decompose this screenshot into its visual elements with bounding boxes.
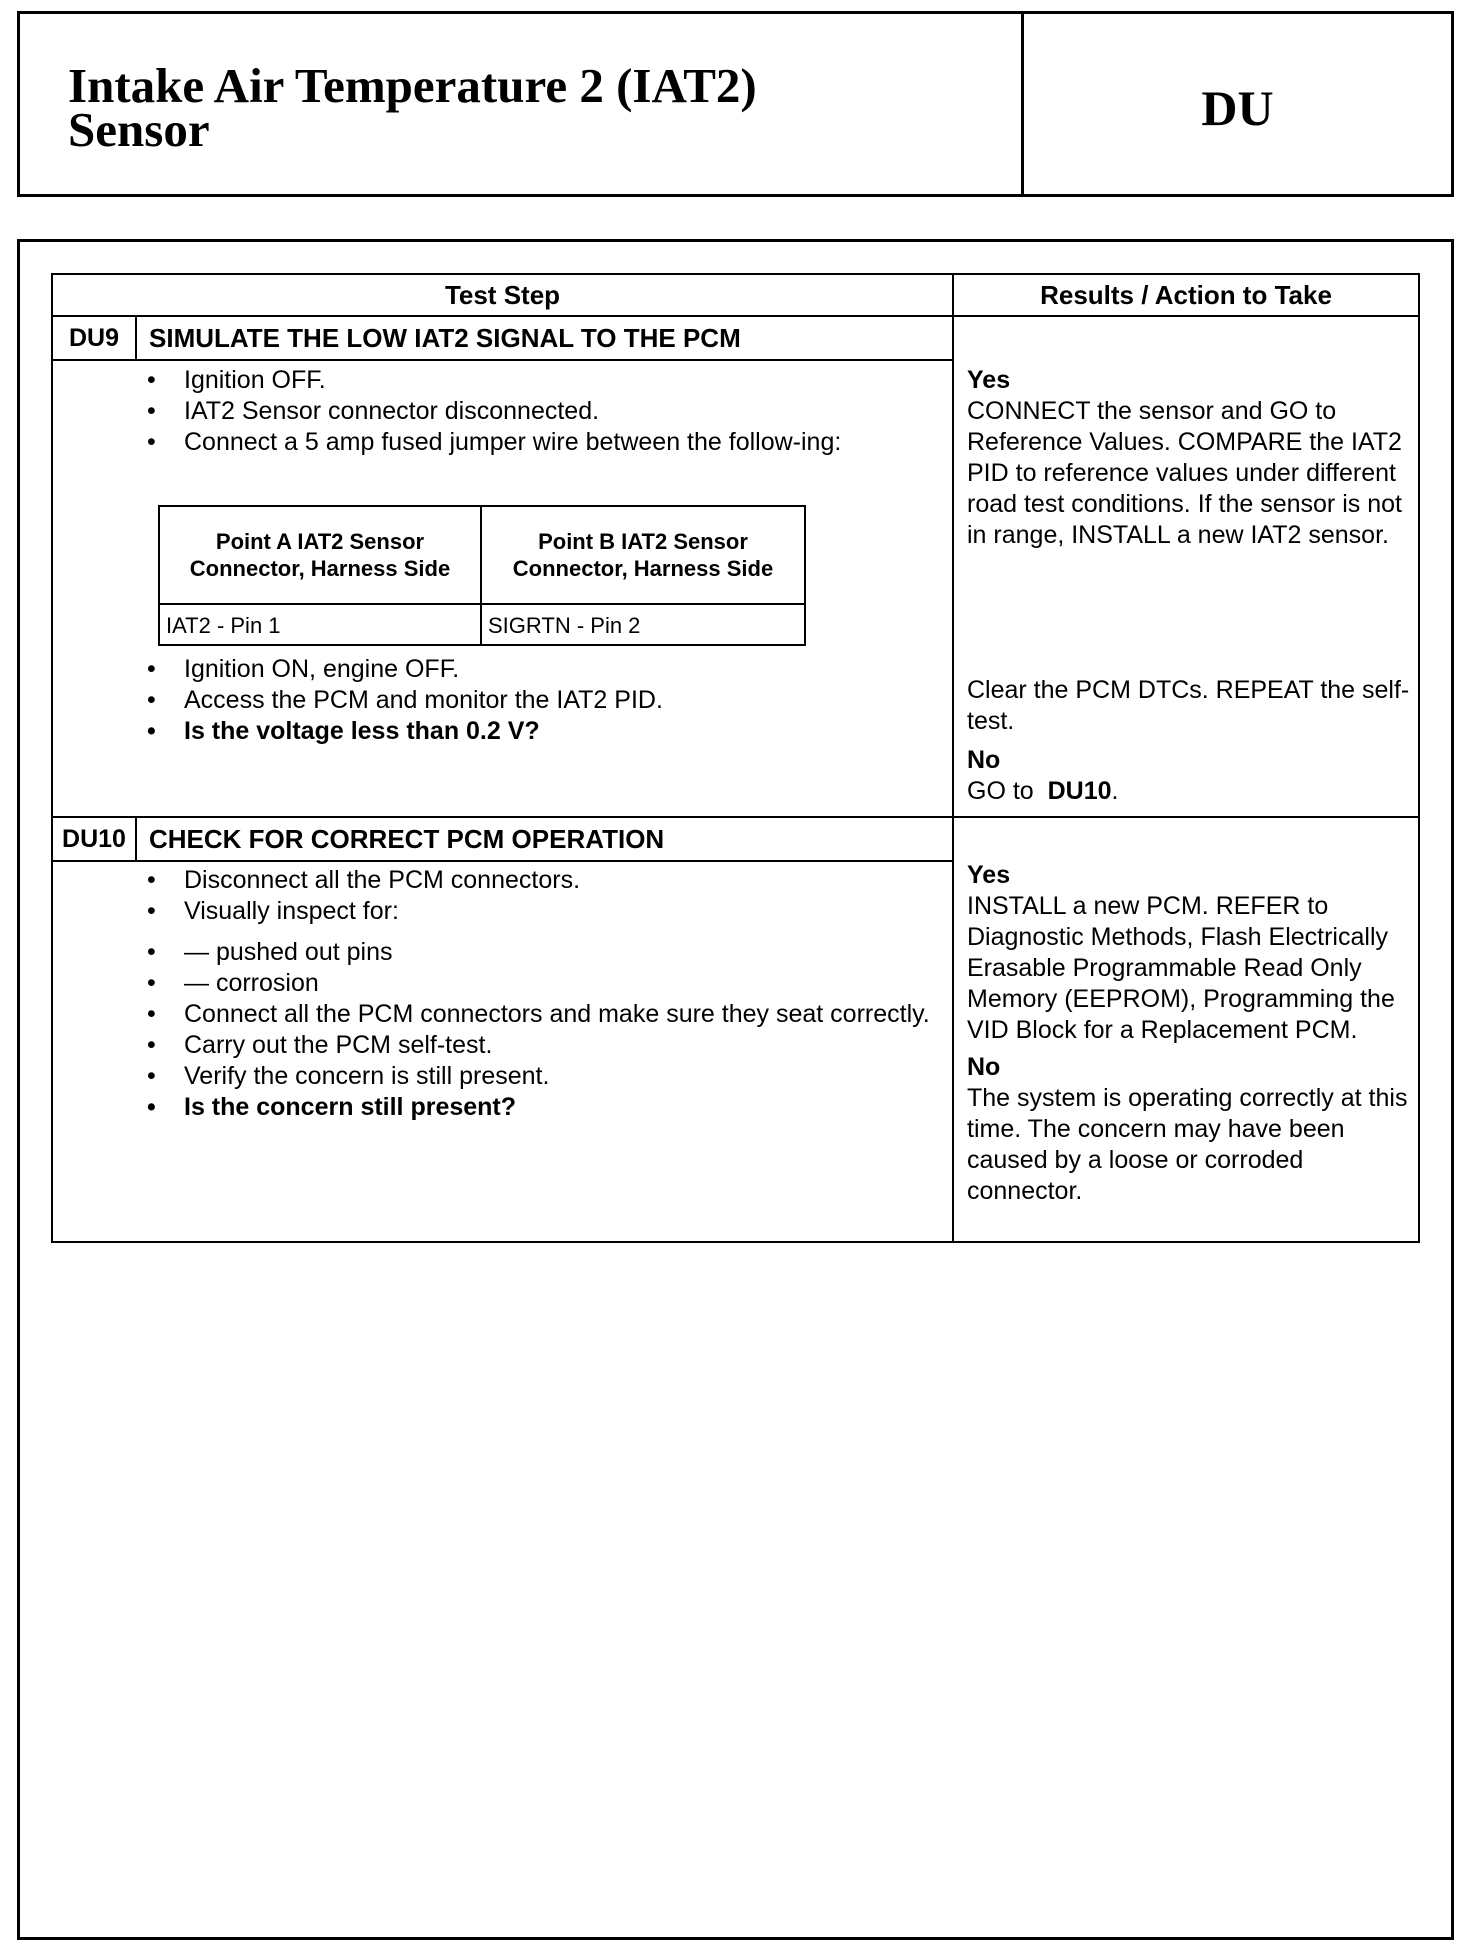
connector-head-point-a: Point A IAT2 Sensor Connector, Harness Side bbox=[189, 529, 451, 581]
section-code: DU bbox=[1201, 80, 1274, 136]
list-item: • Access the PCM and monitor the IAT2 PID. bbox=[141, 685, 931, 716]
step-list-du9-after bbox=[141, 654, 931, 747]
sub-list bbox=[141, 937, 931, 999]
results-du9 bbox=[967, 365, 1417, 551]
no-label: No bbox=[967, 746, 1001, 774]
list-item: • Ignition ON, engine OFF. bbox=[141, 654, 931, 685]
sub-item: • — corrosion bbox=[141, 968, 931, 999]
connector-cell-point-a: IAT2 - Pin 1 bbox=[166, 612, 281, 638]
sub-item: • — pushed out pins bbox=[141, 937, 931, 968]
step-title-rule-du10 bbox=[53, 860, 952, 862]
list-item: • Ignition OFF. bbox=[141, 365, 931, 396]
yes-label: Yes bbox=[967, 366, 1011, 394]
connector-head-point-b: Point B IAT2 Sensor Connector, Harness Side bbox=[512, 529, 774, 581]
column-divider bbox=[952, 275, 954, 1241]
yes-action: INSTALL a new PCM. REFER to Diagnostic Methods, Flash Electrically Erasable Programmable Read Only Memory (EEPROM), Programming the VID Block for a Replacement PCM. bbox=[967, 892, 1395, 1044]
step-id-du9: DU9 bbox=[53, 317, 137, 359]
list-item: • Visually inspect for: bbox=[141, 896, 931, 927]
step-question-du10: • Is the concern still present? bbox=[141, 1092, 931, 1123]
column-header-results: Results / Action to Take bbox=[1040, 279, 1332, 310]
list-item: • Disconnect all the PCM connectors. bbox=[141, 865, 931, 896]
connector-table bbox=[158, 505, 806, 646]
test-table bbox=[51, 273, 1420, 1243]
step-list-du10 bbox=[141, 865, 931, 1123]
no-action bbox=[967, 776, 1417, 807]
step-title-du10: CHECK FOR CORRECT PCM OPERATION bbox=[149, 823, 665, 854]
no-label: No bbox=[967, 1053, 1001, 1081]
step-title-rule-du9 bbox=[53, 359, 952, 361]
no-action-prefix: GO to bbox=[967, 777, 1034, 805]
results-du9-continued bbox=[967, 675, 1417, 807]
title-line-2: Sensor bbox=[68, 102, 210, 157]
yes-action-2: Clear the PCM DTCs. REPEAT the self-test. bbox=[967, 676, 1410, 735]
list-item: • Verify the concern is still present. bbox=[141, 1061, 931, 1092]
list-item: • IAT2 Sensor connector disconnected. bbox=[141, 396, 931, 427]
yes-action: CONNECT the sensor and GO to Reference Values. COMPARE the IAT2 PID to reference values under different road test conditions. If the sensor is not in range, INSTALL a new IAT2 sensor. bbox=[967, 397, 1402, 549]
page-title bbox=[68, 58, 968, 157]
step-id-du10: DU10 bbox=[53, 818, 137, 860]
page-header bbox=[17, 11, 1454, 197]
title-line-1: Intake Air Temperature 2 (IAT2) bbox=[68, 58, 757, 113]
list-item: • Carry out the PCM self-test. bbox=[141, 1030, 931, 1061]
connector-cell-point-b: SIGRTN - Pin 2 bbox=[488, 612, 641, 638]
no-action-ref: DU10 bbox=[1047, 777, 1112, 805]
step-list-du9 bbox=[141, 365, 931, 458]
results-du10 bbox=[967, 860, 1417, 1207]
yes-label: Yes bbox=[967, 861, 1011, 889]
list-item: • Connect a 5 amp fused jumper wire between the follow-ing: bbox=[141, 427, 931, 458]
no-action: The system is operating correctly at this time. The concern may have been caused by a loose or corroded connector. bbox=[967, 1084, 1408, 1205]
step-title-du9: SIMULATE THE LOW IAT2 SIGNAL TO THE PCM bbox=[149, 322, 741, 353]
step-question-du9: • Is the voltage less than 0.2 V? bbox=[141, 716, 931, 747]
column-header-test-step: Test Step bbox=[444, 279, 561, 310]
no-action-suffix: . bbox=[1111, 777, 1119, 805]
list-item: • Connect all the PCM connectors and make sure they seat correctly. bbox=[141, 999, 931, 1030]
